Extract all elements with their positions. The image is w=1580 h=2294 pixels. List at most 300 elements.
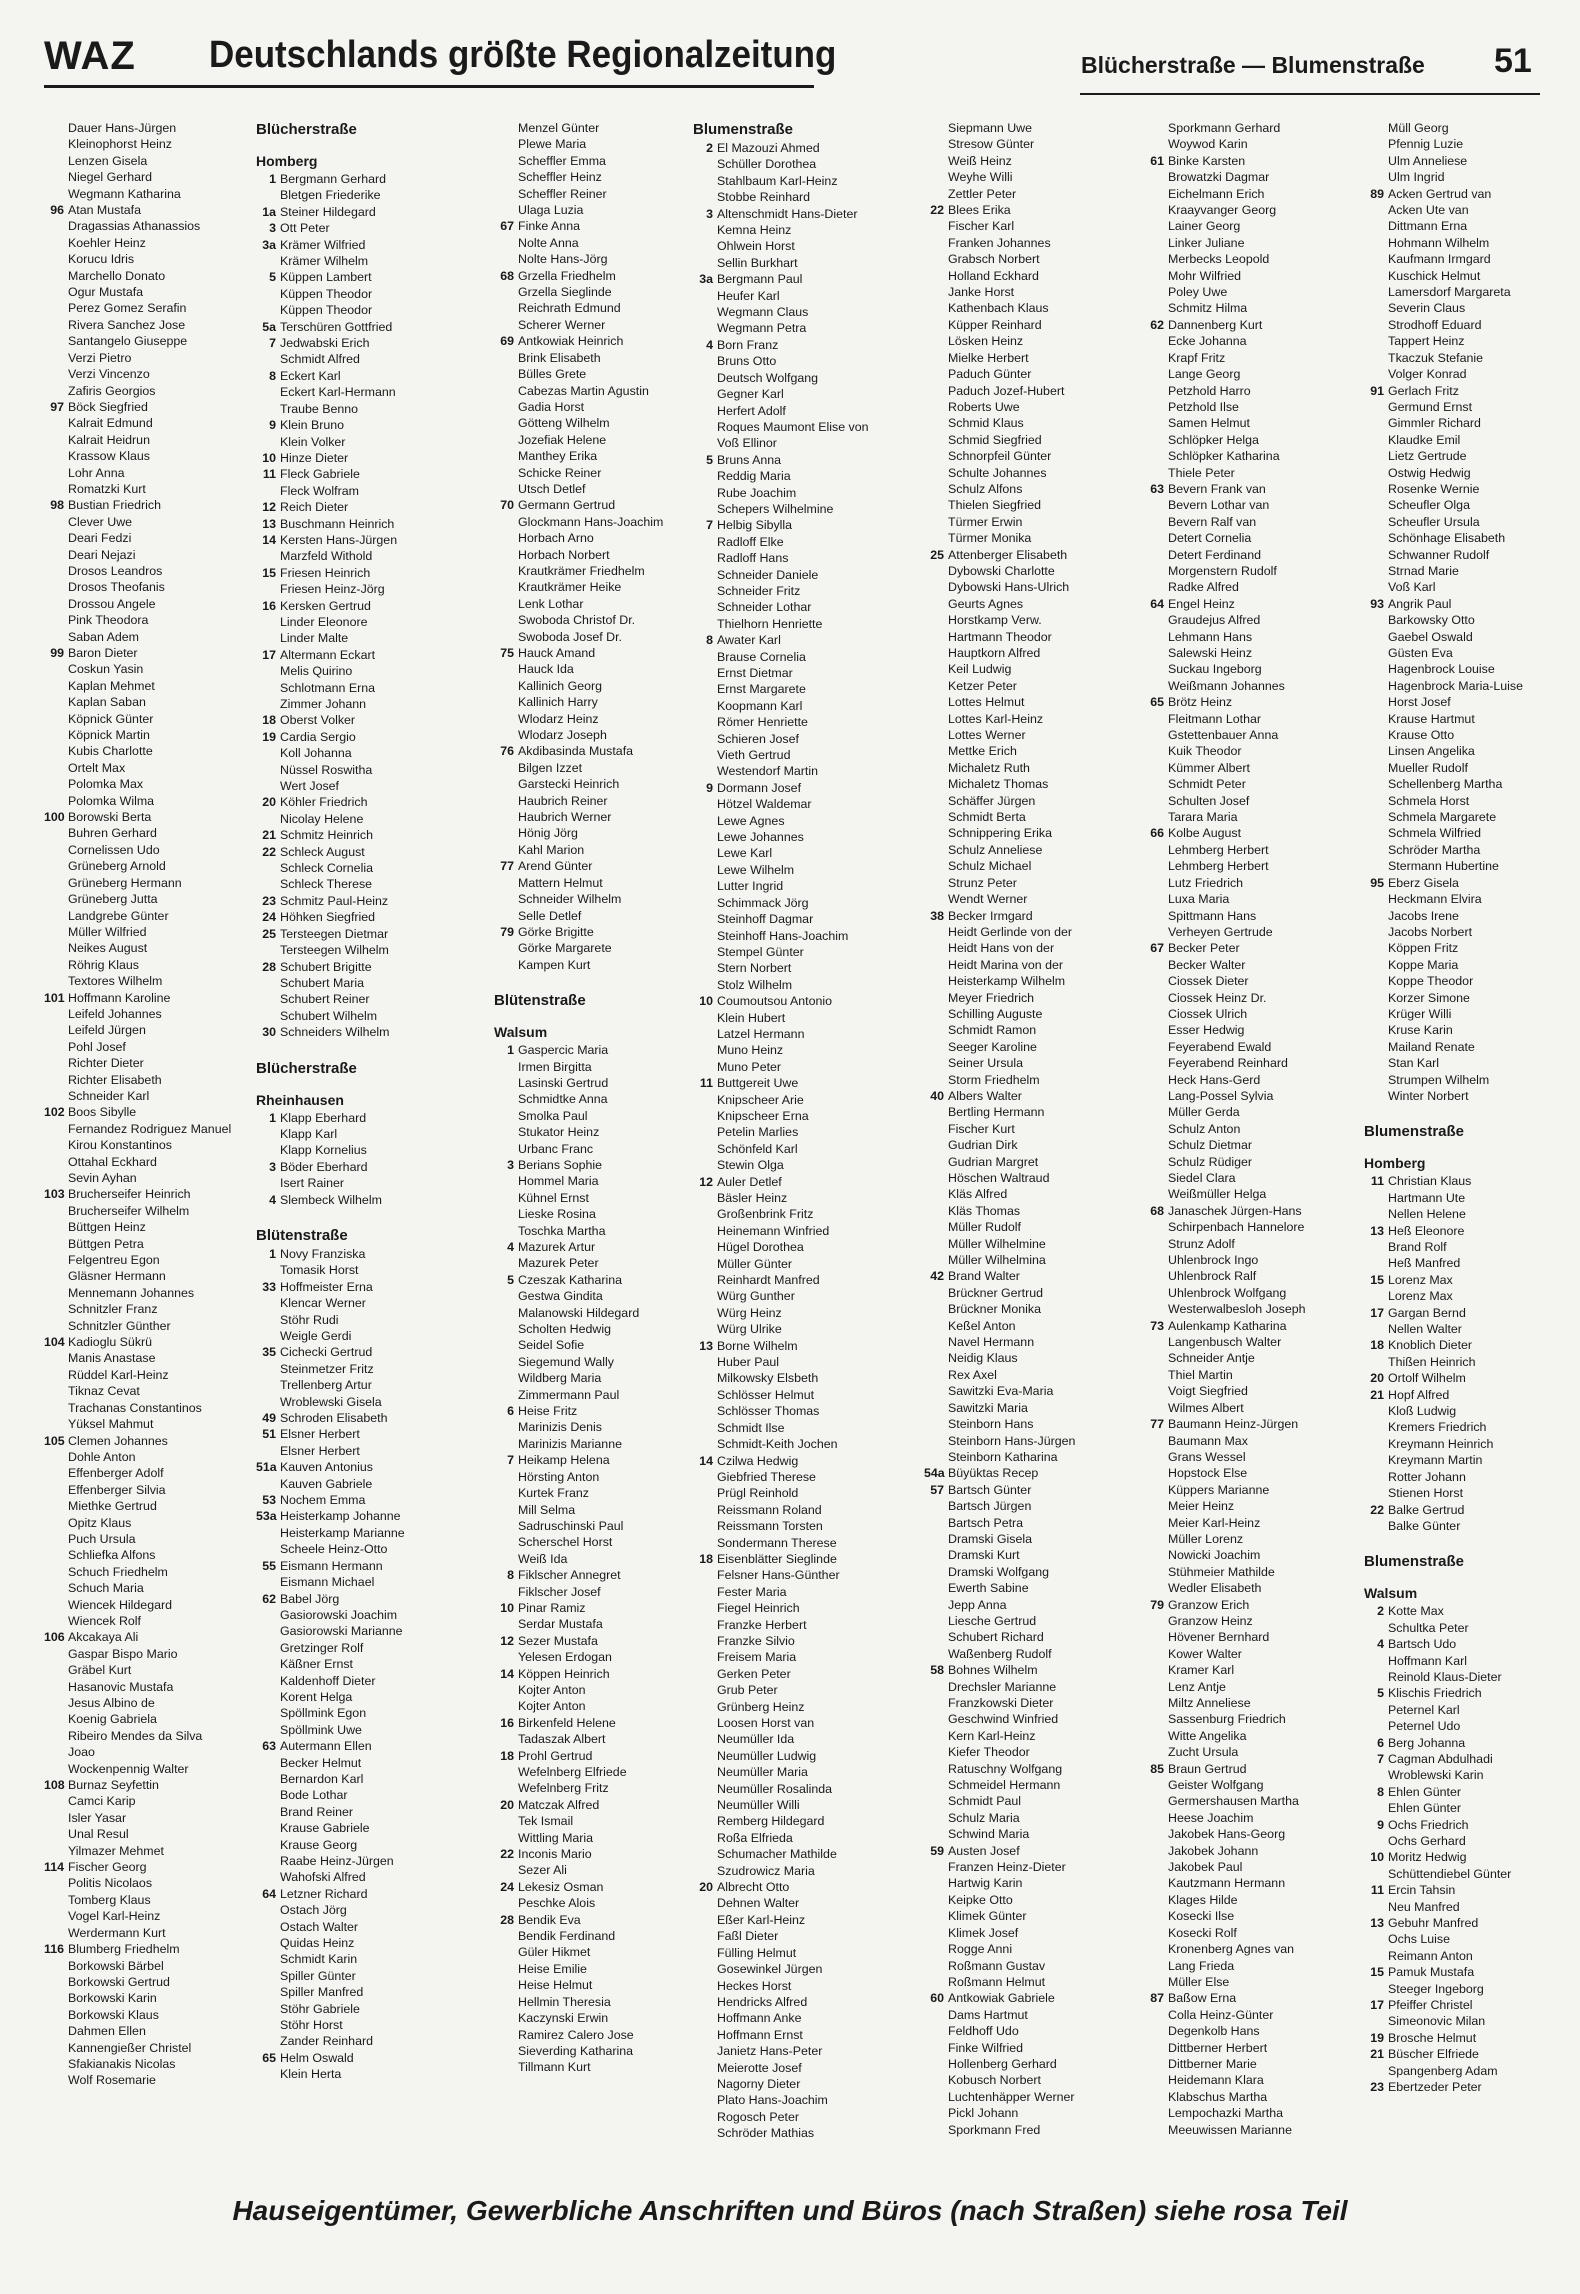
house-number: 64 xyxy=(1150,596,1164,611)
directory-entry xyxy=(256,991,462,1007)
house-number xyxy=(494,235,518,251)
resident-name: Fülling Helmut xyxy=(717,1945,797,1960)
resident-name: Hagenbrock Louise xyxy=(1388,662,1495,677)
resident-name: Hoffmann Anke xyxy=(717,2011,802,2026)
resident-name: Schicke Reiner xyxy=(518,465,602,480)
resident-name: Nüssel Roswitha xyxy=(280,762,373,777)
directory-entry xyxy=(924,350,1130,366)
directory-entry xyxy=(1364,1006,1544,1022)
house-number xyxy=(1364,1469,1388,1485)
house-number xyxy=(693,1288,717,1304)
house-number xyxy=(693,435,717,451)
house-number: 75 xyxy=(500,646,514,660)
house-number xyxy=(494,530,518,546)
directory-entry xyxy=(256,1705,462,1721)
directory-entry xyxy=(1144,366,1350,382)
directory-entry xyxy=(924,1039,1130,1055)
house-number xyxy=(693,550,717,566)
house-number: 77 xyxy=(1150,1417,1164,1432)
directory-entry xyxy=(693,632,899,648)
house-number xyxy=(924,530,948,546)
resident-name: Loosen Horst van xyxy=(717,1716,815,1730)
house-number xyxy=(44,481,68,497)
directory-entry xyxy=(1144,694,1350,710)
house-number: 3a xyxy=(699,272,713,287)
directory-entry xyxy=(44,2040,250,2056)
resident-name: Gestwa Gindita xyxy=(518,1289,603,1304)
directory-entry xyxy=(44,1629,250,1645)
directory-entry xyxy=(1144,1843,1350,1859)
directory-entry xyxy=(924,1761,1130,1777)
house-number xyxy=(924,940,948,956)
house-number xyxy=(44,1006,68,1022)
resident-name: Lorenz Max xyxy=(1388,1289,1453,1304)
house-number xyxy=(1144,251,1168,267)
resident-name: Tkaczuk Stefanie xyxy=(1388,350,1484,365)
house-number xyxy=(256,680,280,696)
resident-name: Hartmann Ute xyxy=(1388,1190,1466,1205)
house-number xyxy=(924,366,948,382)
directory-entry xyxy=(924,2040,1130,2056)
resident-name: Richter Elisabeth xyxy=(68,1072,162,1087)
house-number xyxy=(693,747,717,763)
directory-entry xyxy=(256,1771,462,1787)
resident-name: Görke Margarete xyxy=(518,941,612,956)
house-number xyxy=(44,1465,68,1481)
house-number xyxy=(924,924,948,940)
house-number: 65 xyxy=(262,2050,276,2065)
directory-entry xyxy=(494,612,700,628)
resident-name: Braun Gertrud xyxy=(1168,1761,1247,1776)
house-number xyxy=(693,1370,717,1386)
directory-entry xyxy=(44,514,250,530)
house-number xyxy=(924,1072,948,1088)
directory-entry xyxy=(1364,1784,1544,1800)
house-number xyxy=(256,1443,280,1459)
house-number xyxy=(1364,1006,1388,1022)
resident-name: Nolte Anna xyxy=(518,235,579,250)
resident-name: Voigt Siegfried xyxy=(1168,1384,1248,1399)
house-number: 116 xyxy=(44,1942,64,1957)
directory-entry xyxy=(693,567,899,583)
directory-entry xyxy=(1144,2122,1350,2138)
resident-name: Woywod Karin xyxy=(1168,137,1248,152)
directory-entry xyxy=(1364,957,1544,973)
directory-entry xyxy=(924,448,1130,464)
house-number: 5 xyxy=(1377,1686,1384,1701)
resident-name: Schneider Daniele xyxy=(717,567,819,582)
house-number xyxy=(693,468,717,484)
resident-name: Schnippering Erika xyxy=(948,826,1053,841)
directory-entry xyxy=(1364,1039,1544,1055)
directory-entry xyxy=(494,1255,700,1271)
house-number: 68 xyxy=(500,268,514,283)
directory-entry xyxy=(44,218,250,234)
directory-entry xyxy=(693,911,899,927)
resident-name: Grans Wessel xyxy=(1168,1449,1246,1464)
house-number xyxy=(256,630,280,646)
resident-name: Brand Reiner xyxy=(280,1804,354,1819)
house-number xyxy=(693,1420,717,1436)
resident-name: Milkowsky Elsbeth xyxy=(717,1371,819,1386)
house-number xyxy=(494,1862,518,1878)
resident-name: Schmidt Berta xyxy=(948,810,1026,825)
street-range: Blücherstraße — Blumenstraße xyxy=(1081,52,1425,78)
directory-entry xyxy=(1364,1072,1544,1088)
resident-name: Nicolay Helene xyxy=(280,811,364,826)
resident-name: Reimann Anton xyxy=(1388,1948,1473,1963)
resident-name: Michaletz Thomas xyxy=(948,777,1049,792)
directory-entry xyxy=(1364,1636,1544,1652)
directory-entry xyxy=(1364,760,1544,776)
house-number xyxy=(1144,1334,1168,1350)
directory-entry xyxy=(1144,1990,1350,2006)
directory-entry xyxy=(1364,1022,1544,1038)
resident-name: Samen Helmut xyxy=(1168,416,1250,431)
resident-name: Schulz Dietmar xyxy=(1168,1138,1253,1153)
house-number xyxy=(1364,465,1388,481)
house-number: 79 xyxy=(500,924,514,939)
directory-entry xyxy=(44,300,250,316)
house-number xyxy=(924,1170,948,1186)
house-number xyxy=(1144,1400,1168,1416)
directory-entry xyxy=(256,1410,462,1426)
directory-entry xyxy=(1364,825,1544,841)
resident-name: Cardia Sergio xyxy=(280,729,356,744)
directory-entry xyxy=(494,1584,700,1600)
house-number xyxy=(256,1525,280,1541)
house-number xyxy=(1364,1653,1388,1669)
resident-name: Dittmann Erna xyxy=(1388,219,1468,234)
directory-entry xyxy=(693,1600,899,1616)
house-number xyxy=(1144,383,1168,399)
directory-entry xyxy=(256,876,462,892)
directory-entry xyxy=(44,2072,250,2088)
house-number xyxy=(256,1623,280,1639)
directory-entry xyxy=(494,1862,700,1878)
directory-entry xyxy=(44,809,250,825)
resident-name: Detert Ferdinand xyxy=(1168,547,1261,562)
directory-entry xyxy=(494,1354,700,1370)
resident-name: Hopstock Else xyxy=(1168,1466,1248,1481)
directory-entry xyxy=(924,1941,1130,1957)
resident-name: Kern Karl-Heinz xyxy=(948,1728,1036,1743)
resident-name: Kaczynski Erwin xyxy=(518,2011,609,2026)
house-number xyxy=(693,763,717,779)
resident-name: Müll Georg xyxy=(1388,121,1449,135)
house-number xyxy=(1364,891,1388,907)
resident-name: Neidig Klaus xyxy=(948,1351,1018,1366)
house-number xyxy=(494,1108,518,1124)
resident-name: Ramirez Calero Jose xyxy=(518,2027,634,2042)
house-number xyxy=(1144,1711,1168,1727)
house-number xyxy=(693,1846,717,1862)
directory-entry xyxy=(693,829,899,845)
resident-name: Petelin Marlies xyxy=(717,1125,799,1140)
resident-name: Lange Georg xyxy=(1168,367,1241,382)
directory-entry xyxy=(494,661,700,677)
directory-entry xyxy=(494,448,700,464)
house-number xyxy=(494,547,518,563)
house-number xyxy=(494,563,518,579)
house-number xyxy=(494,2043,518,2059)
house-number xyxy=(494,383,518,399)
directory-entry xyxy=(1364,1964,1544,1980)
directory-entry xyxy=(256,2033,462,2049)
directory-entry xyxy=(693,1174,899,1190)
house-number: 13 xyxy=(1370,1223,1384,1238)
house-number xyxy=(44,218,68,234)
directory-entry xyxy=(44,317,250,333)
house-number xyxy=(924,711,948,727)
resident-name: Verheyen Gertrude xyxy=(1168,924,1273,939)
house-number xyxy=(924,350,948,366)
house-number: 20 xyxy=(500,1797,514,1812)
directory-entry xyxy=(256,1820,462,1836)
resident-name: Petzhold Harro xyxy=(1168,383,1251,398)
house-number xyxy=(1364,678,1388,694)
house-number xyxy=(256,762,280,778)
house-number: 9 xyxy=(706,780,713,795)
resident-name: Fischer Karl xyxy=(948,219,1015,234)
directory-entry xyxy=(693,550,899,566)
directory-entry xyxy=(693,517,899,533)
house-number xyxy=(256,1968,280,1984)
resident-name: Grüneberg Arnold xyxy=(68,859,166,874)
resident-name: Kosecki Rolf xyxy=(1168,1925,1237,1940)
resident-name: Eckert Karl xyxy=(280,368,341,383)
directory-entry xyxy=(256,581,462,597)
directory-entry xyxy=(1364,809,1544,825)
directory-entry xyxy=(44,579,250,595)
house-number xyxy=(494,809,518,825)
house-number xyxy=(693,796,717,812)
house-number xyxy=(256,1951,280,1967)
directory-entry xyxy=(256,811,462,827)
resident-name: Ernst Dietmar xyxy=(717,666,793,680)
directory-entry xyxy=(44,1974,250,1990)
directory-entry xyxy=(924,1613,1130,1629)
directory-entry xyxy=(924,2122,1130,2138)
resident-name: Polomka Wilma xyxy=(68,793,155,808)
directory-entry xyxy=(494,366,700,382)
directory-entry xyxy=(1144,1400,1350,1416)
house-number xyxy=(256,253,280,269)
house-number: 15 xyxy=(262,565,276,580)
resident-name: Kaufmann Irmgard xyxy=(1388,252,1491,267)
street-heading: Blücherstraße xyxy=(256,1059,357,1077)
directory-entry xyxy=(924,1219,1130,1235)
resident-name: Schulz Maria xyxy=(948,1810,1020,1825)
house-number xyxy=(1364,2063,1388,2079)
house-number xyxy=(256,1722,280,1738)
directory-entry xyxy=(494,1567,700,1583)
directory-entry xyxy=(924,235,1130,251)
resident-name: Gosewinkel Jürgen xyxy=(717,1962,823,1977)
resident-name: Klapp Eberhard xyxy=(280,1110,367,1125)
district-heading: Walsum xyxy=(1364,1585,1418,1602)
directory-entry xyxy=(693,403,899,419)
directory-entry xyxy=(693,1846,899,1862)
directory-entry xyxy=(693,1026,899,1042)
resident-name: Irmen Birgitta xyxy=(518,1059,592,1074)
directory-entry xyxy=(1144,465,1350,481)
house-number xyxy=(693,1797,717,1813)
house-number xyxy=(924,1728,948,1744)
resident-name: Richter Dieter xyxy=(68,1056,144,1071)
resident-name: Poley Uwe xyxy=(1168,285,1228,300)
directory-entry xyxy=(924,1629,1130,1645)
house-number xyxy=(924,1236,948,1252)
resident-name: Rivera Sanchez Jose xyxy=(68,317,186,332)
house-number xyxy=(494,1288,518,1304)
house-number xyxy=(693,1781,717,1797)
directory-entry xyxy=(1364,776,1544,792)
directory-entry xyxy=(924,547,1130,563)
resident-name: Meeuwissen Marianne xyxy=(1168,2122,1292,2137)
directory-entry xyxy=(44,2023,250,2039)
resident-name: Büttgen Heinz xyxy=(68,1220,146,1235)
house-number xyxy=(256,302,280,318)
directory-entry xyxy=(494,530,700,546)
house-number xyxy=(494,1321,518,1337)
directory-entry xyxy=(256,1525,462,1541)
house-number xyxy=(693,2125,717,2141)
house-number: 42 xyxy=(930,1269,944,1284)
resident-name: Heß Manfred xyxy=(1388,1256,1461,1271)
directory-entry xyxy=(693,1928,899,1944)
directory-entry xyxy=(1144,1236,1350,1252)
directory-entry xyxy=(1364,1833,1544,1849)
house-number xyxy=(693,731,717,747)
house-number xyxy=(1364,497,1388,513)
resident-name: Schlösser Helmut xyxy=(717,1387,815,1402)
house-number xyxy=(256,434,280,450)
house-number xyxy=(924,2089,948,2105)
directory-entry xyxy=(1144,1597,1350,1613)
directory-entry xyxy=(494,1223,700,1239)
resident-name: Becker Helmut xyxy=(280,1755,362,1770)
house-number xyxy=(693,649,717,665)
house-number xyxy=(924,1875,948,1891)
house-number: 7 xyxy=(706,518,713,533)
directory-entry xyxy=(44,1203,250,1219)
directory-entry xyxy=(256,1008,462,1024)
house-number xyxy=(693,370,717,386)
house-number xyxy=(256,2001,280,2017)
directory-entry xyxy=(256,1804,462,1820)
directory-entry xyxy=(924,120,1130,136)
directory-entry xyxy=(256,1886,462,1902)
resident-name: Textores Wilhelm xyxy=(68,974,163,989)
house-number xyxy=(1144,415,1168,431)
resident-name: Rosenke Wernie xyxy=(1388,481,1480,496)
resident-name: Schilling Auguste xyxy=(948,1006,1043,1021)
directory-entry xyxy=(494,1124,700,1140)
directory-entry xyxy=(1144,1958,1350,1974)
resident-name: Lieske Rosina xyxy=(518,1207,596,1222)
directory-entry xyxy=(1144,1728,1350,1744)
resident-name: Stukator Heinz xyxy=(518,1125,600,1140)
directory-entry xyxy=(1364,218,1544,234)
house-number xyxy=(1144,793,1168,809)
resident-name: Kläs Thomas xyxy=(948,1203,1021,1218)
directory-entry xyxy=(1364,1751,1544,1767)
house-number xyxy=(494,1075,518,1091)
directory-entry xyxy=(44,1039,250,1055)
house-number xyxy=(44,1810,68,1826)
house-number: 89 xyxy=(1370,186,1384,201)
resident-name: Pfennig Luzie xyxy=(1388,137,1464,152)
resident-name: Mailand Renate xyxy=(1388,1039,1475,1054)
directory-entry xyxy=(44,1744,250,1760)
resident-name: Plato Hans-Joachim xyxy=(717,2093,828,2108)
resident-name: Bartsch Udo xyxy=(1388,1637,1457,1652)
directory-entry xyxy=(924,563,1130,579)
directory-entry xyxy=(44,1252,250,1268)
directory-entry xyxy=(1364,793,1544,809)
house-number xyxy=(693,1928,717,1944)
directory-entry xyxy=(44,612,250,628)
directory-entry xyxy=(1364,1419,1544,1435)
house-number xyxy=(1364,1866,1388,1882)
house-number xyxy=(693,1617,717,1633)
directory-entry xyxy=(1364,1387,1544,1403)
resident-name: Kolbe August xyxy=(1168,826,1242,841)
directory-entry xyxy=(256,598,462,614)
resident-name: Müller Wilhelmina xyxy=(948,1253,1046,1268)
directory-entry xyxy=(256,1110,462,1126)
house-number xyxy=(256,401,280,417)
resident-name: Kreymann Martin xyxy=(1388,1453,1483,1468)
resident-name: Hohmann Wilhelm xyxy=(1388,235,1490,250)
directory-entry xyxy=(1364,1603,1544,1619)
house-number: 14 xyxy=(262,532,276,547)
resident-name: Lottes Werner xyxy=(948,728,1026,743)
resident-name: Haubrich Reiner xyxy=(518,793,608,808)
directory-entry xyxy=(924,612,1130,628)
resident-name: Sellin Burkhart xyxy=(717,255,798,270)
house-number xyxy=(1144,990,1168,1006)
resident-name: Dittberner Marie xyxy=(1168,2056,1257,2071)
resident-name: Franzen Heinz-Dieter xyxy=(948,1860,1066,1875)
house-number xyxy=(44,1154,68,1170)
resident-name: Atan Mustafa xyxy=(68,203,142,218)
directory-entry xyxy=(256,712,462,728)
directory-entry xyxy=(693,1321,899,1337)
house-number xyxy=(1364,1190,1388,1206)
resident-name: Novy Franziska xyxy=(280,1246,366,1261)
directory-entry xyxy=(256,1328,462,1344)
resident-name: Waßenberg Rudolf xyxy=(948,1646,1052,1661)
resident-name: Kläs Alfred xyxy=(948,1187,1008,1202)
directory-entry xyxy=(924,1547,1130,1563)
house-number xyxy=(1364,1931,1388,1947)
resident-name: Trellenberg Artur xyxy=(280,1378,372,1393)
directory-entry xyxy=(256,351,462,367)
directory-entry xyxy=(1364,1255,1544,1271)
resident-name: Esser Hedwig xyxy=(1168,1023,1245,1038)
directory-entry xyxy=(44,1826,250,1842)
resident-name: Janietz Hans-Peter xyxy=(717,2044,823,2059)
house-number: 15 xyxy=(1370,1965,1384,1980)
house-number: 17 xyxy=(1370,1305,1384,1320)
directory-entry xyxy=(44,1285,250,1301)
house-number xyxy=(924,465,948,481)
house-number xyxy=(924,1416,948,1432)
resident-name: Rogge Anni xyxy=(948,1942,1013,1957)
directory-entry xyxy=(44,694,250,710)
